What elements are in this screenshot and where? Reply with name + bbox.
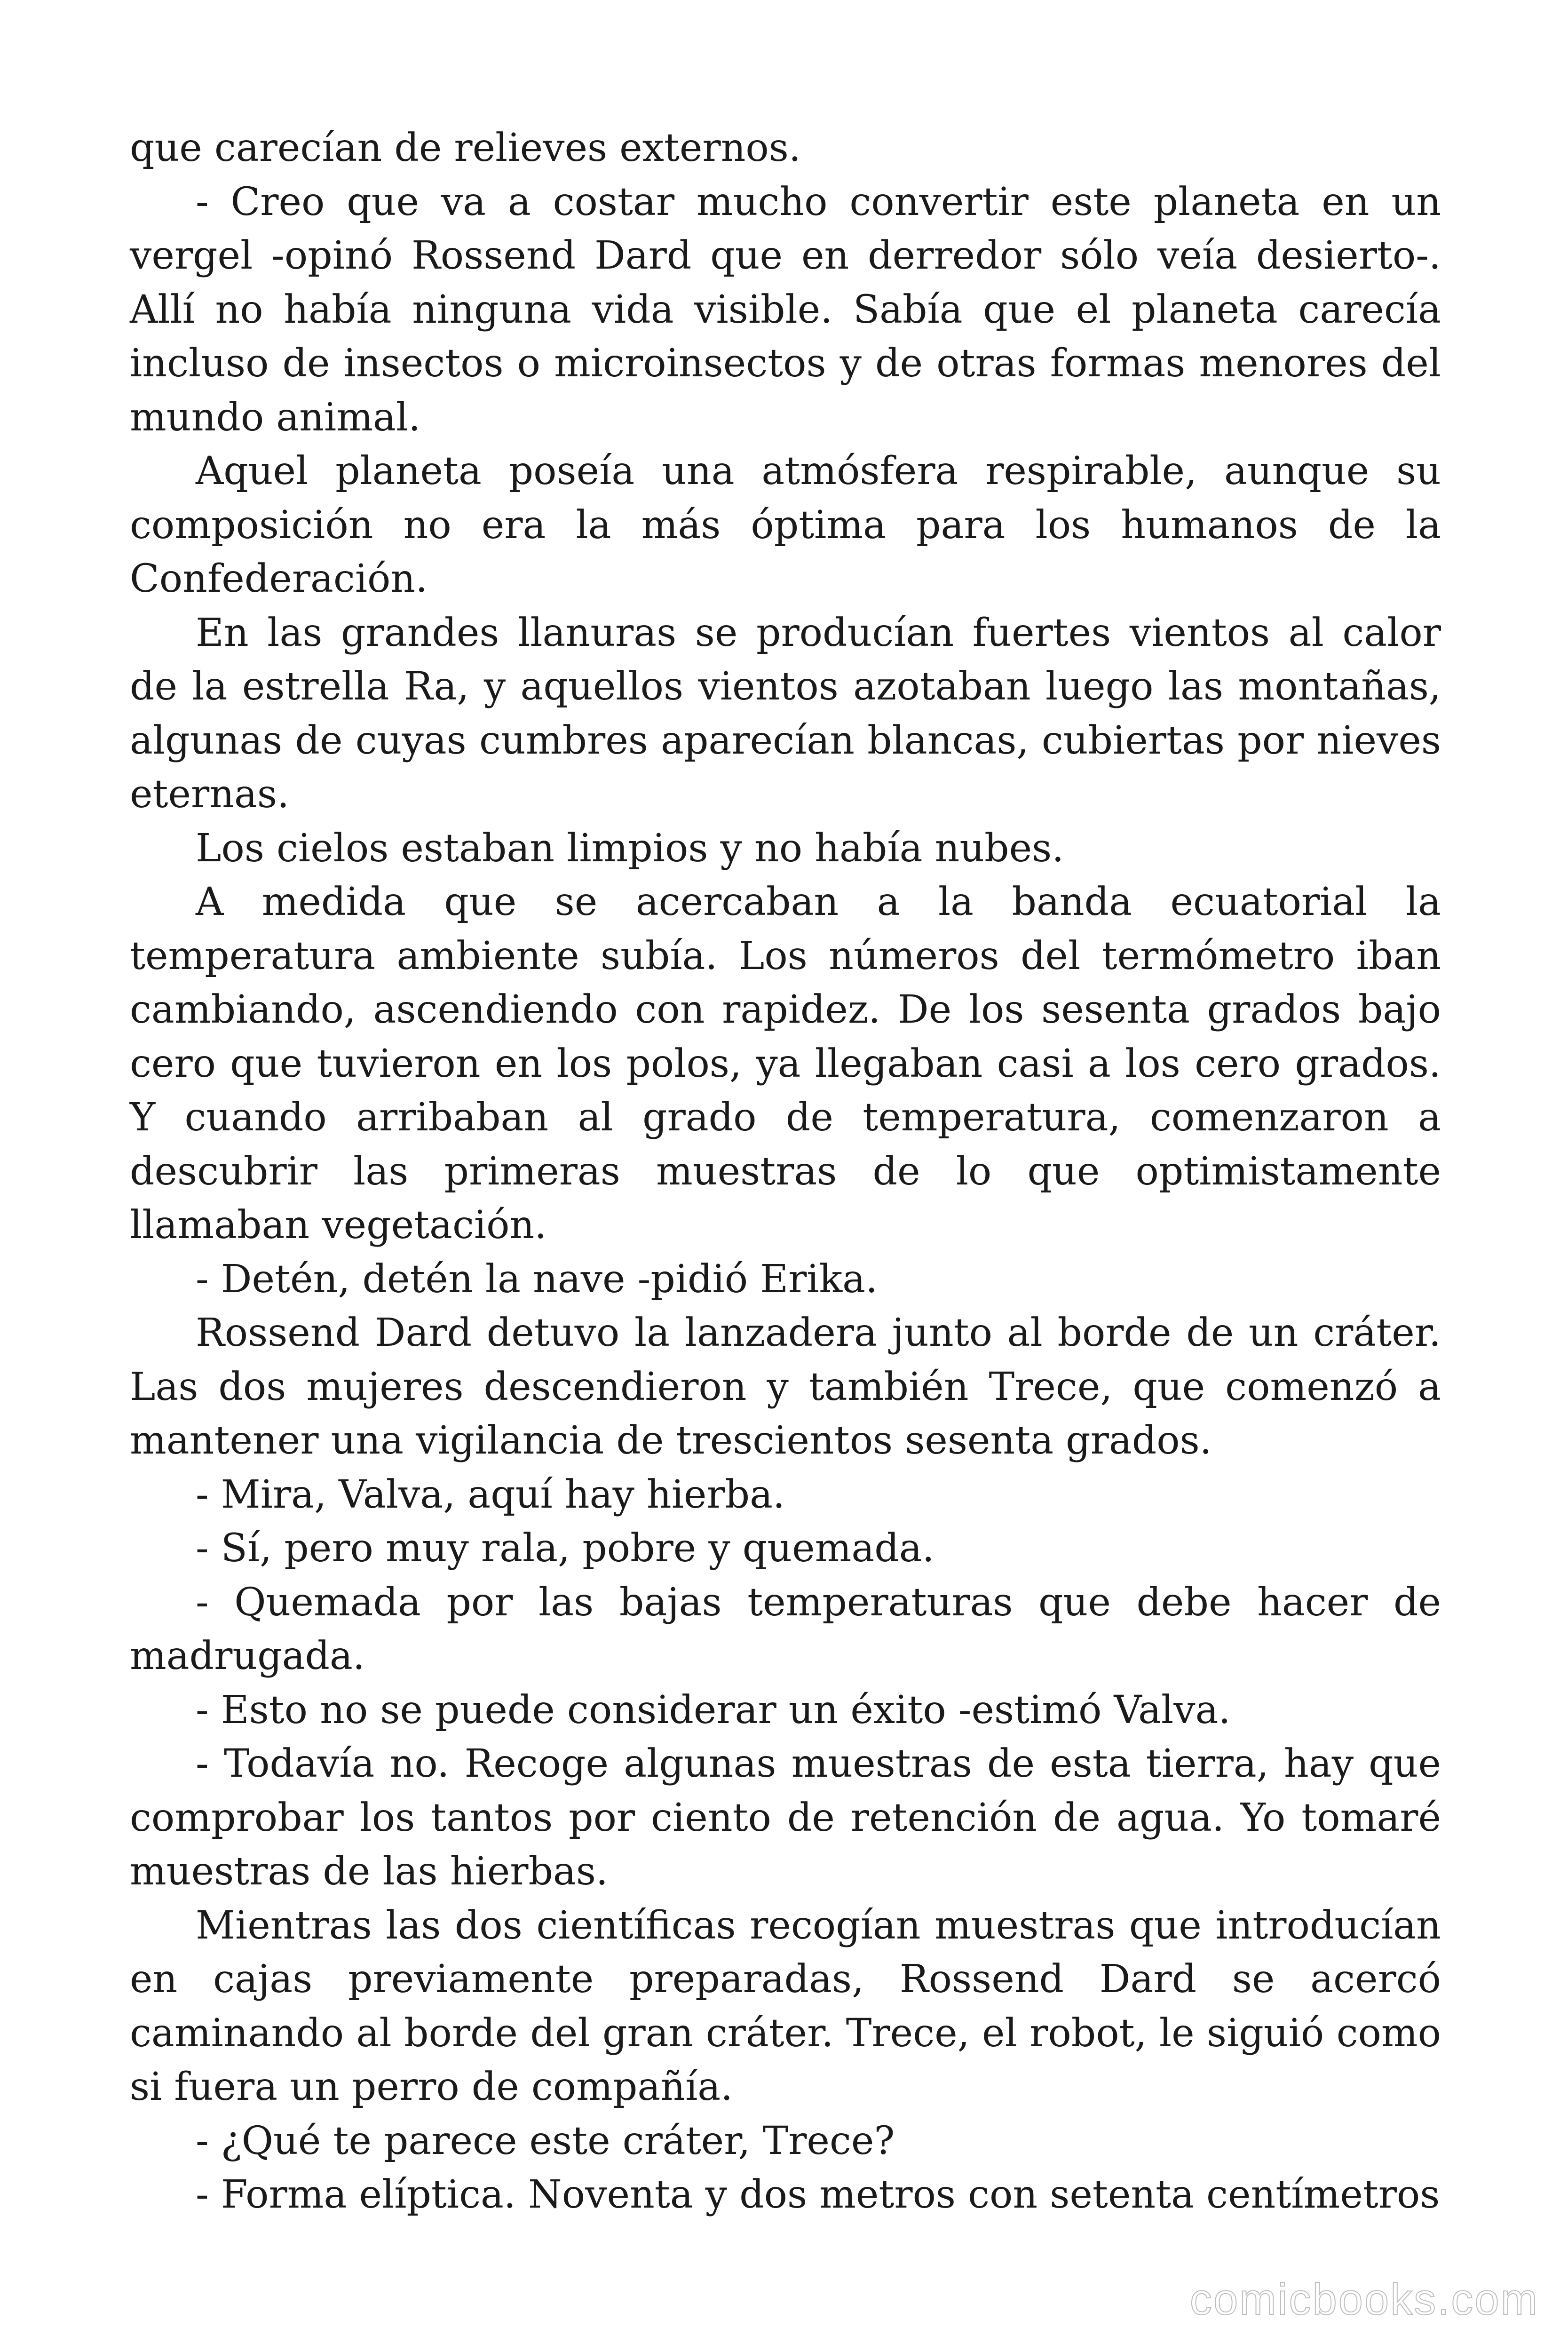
- paragraph: Los cielos estaban limpios y no había nubes.: [196, 826, 1064, 871]
- watermark: comicbooks.com: [1190, 2274, 1539, 2324]
- paragraph: Rossend Dard detuvo la lanzadera junto al borde de un cráter. Las dos mujeres descendieron y también Trece, que comenzó a mantener una vigilancia de trescientos sesenta grados.: [130, 1311, 1441, 1463]
- paragraph: A medida que se acercaban a la banda ecuatorial la temperatura ambiente subía. Los números del termómetro iban cambiando, ascendiendo con rapidez. De los sesenta grados bajo cero que tuvieron en los polos, ya llegaban casi a los cero grados. Y cuando arribaban al grado de temperatura, comenzaron a descubrir las primeras muestras de lo que optimistamente llamaban vegetación.: [130, 880, 1441, 1248]
- paragraph: - Sí, pero muy rala, pobre y quemada.: [196, 1526, 934, 1571]
- paragraph: - Esto no se puede considerar un éxito -estimó Valva.: [196, 1687, 1231, 1732]
- paragraph: - Quemada por las bajas temperaturas que debe hacer de madrugada.: [130, 1580, 1441, 1678]
- paragraph: - Mira, Valva, aquí hay hierba.: [196, 1472, 785, 1517]
- paragraph: que carecían de relieves externos.: [130, 126, 801, 170]
- paragraph: - Creo que va a costar mucho convertir este planeta en un vergel -opinó Rossend Dard que en derredor sólo veía desierto-. Allí no había ninguna vida visible. Sabía que el planeta carecía incluso de insectos o microinsectos y de otras formas menores del mundo animal.: [130, 179, 1441, 440]
- paragraph: - Todavía no. Recoge algunas muestras de esta tierra, hay que comprobar los tantos por ciento de retención de agua. Yo tomaré muestras de las hierbas.: [130, 1741, 1441, 1894]
- paragraph: - Forma elíptica. Noventa y dos metros con setenta centímetros: [196, 2172, 1440, 2217]
- paragraph: - Detén, detén la nave -pidió Erika.: [196, 1256, 878, 1302]
- paragraph: Aquel planeta poseía una atmósfera respirable, aunque su composición no era la más óptima para los humanos de la Confederación.: [130, 449, 1441, 601]
- paragraph: En las grandes llanuras se producían fuertes vientos al calor de la estrella Ra, y aquellos vientos azotaban luego las montañas, algunas de cuyas cumbres aparecían blancas, cubiertas por nieves eternas.: [130, 610, 1441, 817]
- page-body-text: [130, 121, 1441, 2222]
- paragraph: - ¿Qué te parece este cráter, Trece?: [196, 2118, 895, 2163]
- paragraph: Mientras las dos científicas recogían muestras que introducían en cajas previamente preparadas, Rossend Dard se acercó caminando al borde del gran cráter. Trece, el robot, le siguió como si fuera un perro de compañía.: [130, 1903, 1441, 2109]
